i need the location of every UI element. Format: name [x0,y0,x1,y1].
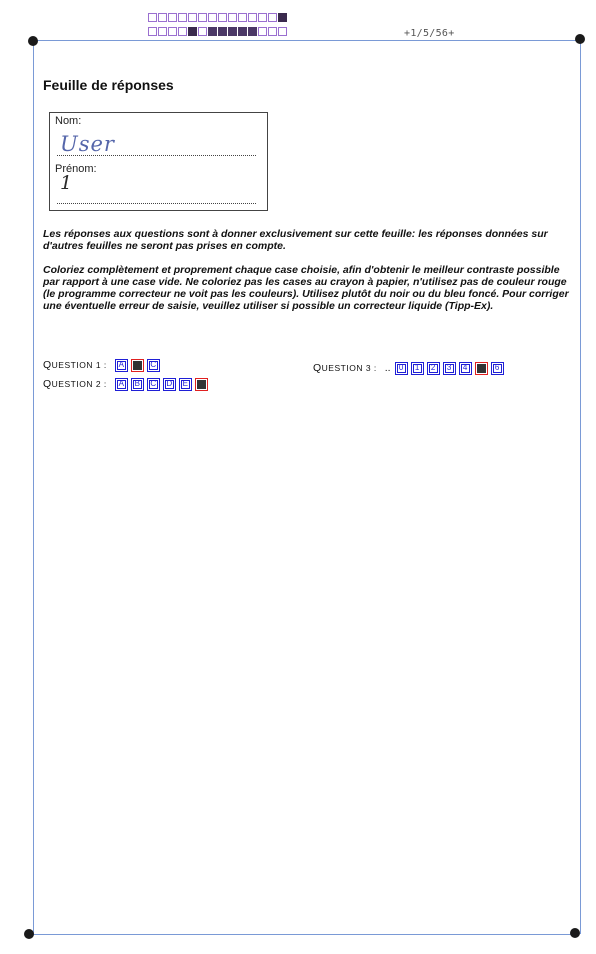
page-title: Feuille de réponses [43,77,174,93]
nom-label: Nom: [55,115,82,127]
barcode-cell [168,13,177,22]
question-label-initial: Q [43,378,52,390]
answer-box-f[interactable] [195,378,208,391]
question-1 [43,358,163,372]
barcode-cell [158,27,167,36]
barcode-cell [168,27,177,36]
nom-dotted-line [57,155,256,156]
barcode-cell [228,27,237,36]
answer-box-2[interactable] [427,362,440,375]
nom-value[interactable]: User [60,132,115,156]
barcode-cell [278,27,287,36]
barcode-cell [178,13,187,22]
answer-box-c[interactable] [147,378,160,391]
question-label-rest: UESTION 2 : [51,379,107,389]
barcode-cell [178,27,187,36]
barcode-cell [238,27,247,36]
barcode-cell [228,13,237,22]
answer-box-label: A [118,360,124,369]
frame-top-line [34,40,580,41]
barcode-cell [248,27,257,36]
barcode-top [148,13,288,24]
barcode-cell [218,13,227,22]
answer-box-5[interactable] [475,362,488,375]
question-label-rest: UESTION 3 : [321,363,377,373]
answer-box-c[interactable] [147,359,160,372]
question-2 [43,377,211,391]
barcode-cell [188,13,197,22]
instructions-paragraph-2: Coloriez complètement et proprement chaque case choisie, afin d'obtenir le meilleur contraste possible par rapport à une case vide. Ne coloriez pas les cases au crayon à papier, n'utilisez pas de couleur rouge (le programme correcteur ne voit pas les couleurs). Utilisez plutôt du noir ou du bleu foncé. Pour corriger une éventuelle erreur de saisie, veuillez utiliser si possible un correcteur liquide (Tipp-Ex). [43,264,569,312]
answer-box-label: B [134,379,140,388]
answer-box-label: 6 [493,364,502,373]
answer-box-label: F [197,380,206,389]
corner-marker-top-right [575,34,585,44]
answer-box-0[interactable] [395,362,408,375]
answer-box-4[interactable] [459,362,472,375]
answer-box-label: C [150,379,157,388]
barcode-cell [248,13,257,22]
frame-right-line [580,40,581,934]
answer-box-b[interactable] [131,359,144,372]
question-prefix: .. [384,362,391,374]
question-3 [313,361,507,375]
question-label-initial: Q [313,362,322,374]
answer-box-6[interactable] [491,362,504,375]
question-label-rest: UESTION 1 : [51,360,107,370]
answer-box-3[interactable] [443,362,456,375]
barcode-bottom [148,27,288,38]
barcode-cell [258,13,267,22]
barcode-cell [218,27,227,36]
barcode-cell [148,27,157,36]
question-label [43,359,107,371]
barcode-cell [258,27,267,36]
instructions-paragraph-1: Les réponses aux questions sont à donner exclusivement sur cette feuille: les réponses données sur d'autres feuilles ne seront pas prises en compte. [43,228,548,252]
name-box [49,112,268,211]
answer-box-b[interactable] [131,378,144,391]
answer-box-e[interactable] [179,378,192,391]
barcode-cell [198,13,207,22]
question-label [43,378,107,390]
prenom-label: Prénom: [55,163,97,175]
barcode-cell [268,13,277,22]
prenom-value[interactable]: 1 [60,172,73,194]
barcode-cell [278,13,287,22]
barcode-cell [198,27,207,36]
barcode-cell [158,13,167,22]
answer-box-label: 0 [397,364,406,373]
frame-bottom-line [30,934,576,935]
answer-box-label: 2 [429,364,438,373]
answer-box-label: 3 [445,364,454,373]
answer-box-label: D [166,379,173,388]
answer-box-label: B [134,360,140,369]
answer-box-a[interactable] [115,378,128,391]
barcode-cell [238,13,247,22]
answer-box-label: E [182,379,188,388]
corner-marker-bottom-left [24,929,34,939]
barcode-cell [268,27,277,36]
answer-box-label: 1 [413,364,422,373]
frame-left-line [33,41,34,934]
corner-marker-bottom-right [570,928,580,938]
corner-marker-top-left [28,36,38,46]
answer-box-label: 5 [477,364,486,373]
answer-box-label: 4 [461,364,470,373]
barcode-cell [208,13,217,22]
barcode-cell [188,27,197,36]
answer-box-1[interactable] [411,362,424,375]
prenom-dotted-line [57,203,256,204]
page-code: +1/5/56+ [404,28,455,39]
answer-box-label: C [150,360,157,369]
barcode-cell [208,27,217,36]
barcode-cell [148,13,157,22]
question-label [313,362,377,374]
answer-box-a[interactable] [115,359,128,372]
answer-box-label: A [118,379,124,388]
question-label-initial: Q [43,359,52,371]
answer-box-d[interactable] [163,378,176,391]
